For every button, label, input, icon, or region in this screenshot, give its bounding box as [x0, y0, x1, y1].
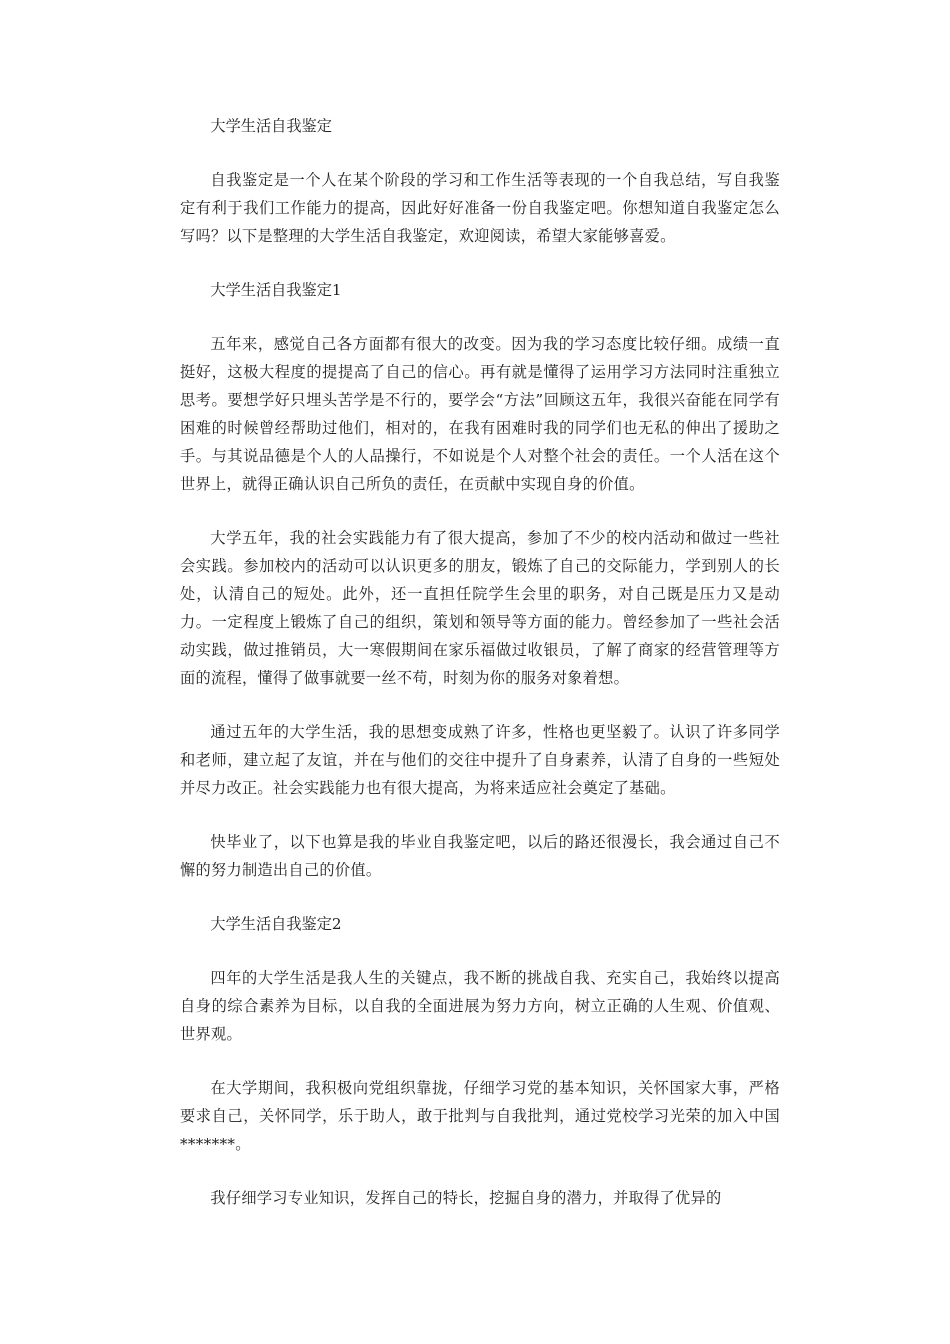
section-1-paragraph: 大学五年，我的社会实践能力有了很大提高，参加了不少的校内活动和做过一些社会实践。参加校内的活动可以认识更多的朋友，锻炼了自己的交际能力，学到别人的长处，认清自己的短处。此外，还一直担任院学生会里的职务，对自己既是压力又是动力。一定程度上锻炼了自己的组织，策划和领导等方面的能力。曾经参加了一些社会活动实践，做过推销员，大一寒假期间在家乐福做过收银员，了解了商家的经营管理等方面的流程，懂得了做事就要一丝不苟，时刻为你的服务对象着想。: [180, 529, 780, 687]
section-1-paragraph: 通过五年的大学生活，我的思想变成熟了许多，性格也更坚毅了。认识了许多同学和老师，建立起了友谊，并在与他们的交往中提升了自身素养，认清了自身的一些短处并尽力改正。社会实践能力也有很大提高，为将来适应社会奠定了基础。: [180, 723, 780, 797]
intro-paragraph: 自我鉴定是一个人在某个阶段的学习和工作生活等表现的一个自我总结，写自我鉴定有利于我们工作能力的提高，因此好好准备一份自我鉴定吧。你想知道自我鉴定怎么写吗？以下是整理的大学生活自我鉴定，欢迎阅读，希望大家能够喜爱。: [180, 171, 780, 245]
section-2-heading: 大学生活自我鉴定2: [210, 915, 342, 933]
section-1-paragraph: 五年来，感觉自己各方面都有很大的改变。因为我的学习态度比较仔细。成绩一直挺好，这极大程度的提提高了自己的信心。再有就是懂得了运用学习方法同时注重独立思考。要想学好只埋头苦学是不行的，要学会“方法”回顾这五年，我很兴奋能在同学有困难的时候曾经帮助过他们，相对的，在我有困难时我的同学们也无私的伸出了援助之手。与其说品德是个人的人品操行，不如说是个人对整个社会的责任。一个人活在这个世界上，就得正确认识自己所负的责任，在贡献中实现自身的价值。: [180, 335, 780, 493]
section-1-paragraph: 快毕业了，以下也算是我的毕业自我鉴定吧，以后的路还很漫长，我会通过自己不懈的努力制造出自己的价值。: [180, 833, 780, 879]
section-2-paragraph: 在大学期间，我积极向党组织靠拢，仔细学习党的基本知识，关怀国家大事，严格要求自己，关怀同学，乐于助人，敢于批判与自我批判，通过党校学习光荣的加入中国*******。: [180, 1079, 780, 1153]
section-2-paragraph: 我仔细学习专业知识，发挥自己的特长，挖掘自身的潜力，并取得了优异的: [210, 1189, 722, 1207]
section-1-heading: 大学生活自我鉴定1: [210, 281, 342, 299]
document-page: [180, 112, 780, 1238]
document-title: 大学生活自我鉴定: [210, 117, 332, 135]
section-2-paragraph: 四年的大学生活是我人生的关键点，我不断的挑战自我、充实自己，我始终以提高自身的综合素养为目标，以自我的全面进展为努力方向，树立正确的人生观、价值观、世界观。: [180, 969, 780, 1043]
